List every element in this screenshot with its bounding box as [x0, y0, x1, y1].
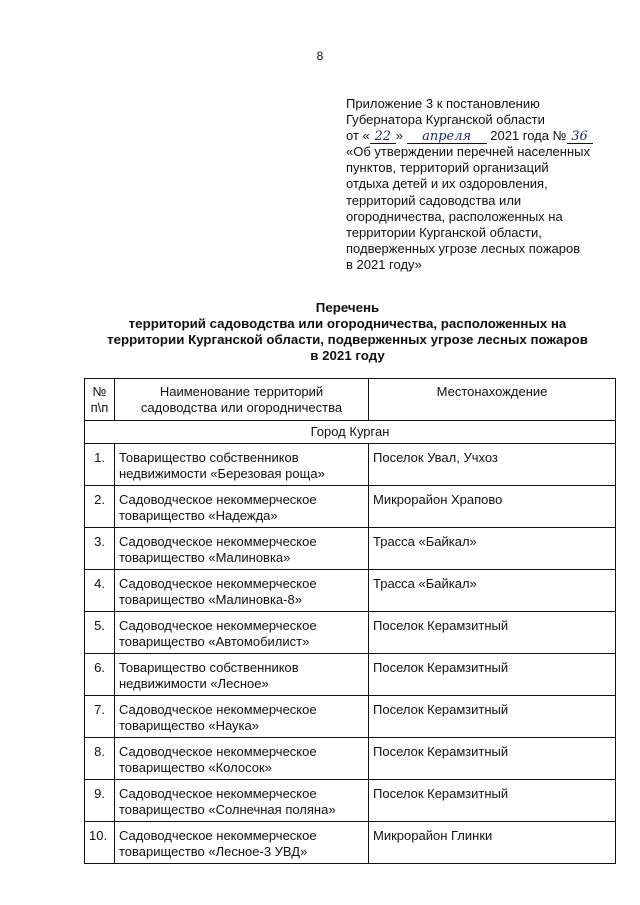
row-name: [115, 654, 369, 696]
row-name: [115, 528, 369, 570]
heading-line: территории Курганской области, подверженных угрозе лесных пожаров: [107, 332, 588, 347]
row-location: Микрорайон Глинки: [369, 822, 616, 864]
appendix-line: территорий садоводства или: [346, 192, 522, 208]
appendix-line: в 2021 году»: [346, 256, 422, 272]
header-location: Местонахождение: [369, 379, 616, 421]
header-name: [115, 379, 369, 421]
heading-line: территорий садоводства или огородничества, расположенных на: [128, 316, 567, 331]
appendix-line: пунктов, территорий организаций: [346, 160, 549, 176]
table-row: [85, 570, 616, 612]
row-name: [115, 696, 369, 738]
appendix-block: [346, 96, 636, 273]
table-row: [85, 780, 616, 822]
row-name: [115, 486, 369, 528]
row-name-line: Садоводческое некоммерческое: [119, 492, 317, 507]
table-row: [85, 444, 616, 486]
row-location: Микрорайон Храпово: [369, 486, 616, 528]
appendix-line: территории Курганской области,: [346, 224, 542, 240]
table-row: [85, 738, 616, 780]
table-row: [85, 612, 616, 654]
table-header-row: [85, 379, 616, 421]
territories-table: [84, 378, 616, 864]
header-name-line: садоводства или огородничества: [140, 400, 343, 415]
section-row: [85, 421, 616, 444]
appendix-date-line: [346, 128, 636, 144]
table-row: [85, 528, 616, 570]
row-number: 10.: [85, 822, 115, 864]
row-location: Поселок Увал, Учхоз: [369, 444, 616, 486]
document-heading: [80, 300, 615, 364]
row-name-line: товарищество «Малиновка»: [119, 550, 291, 565]
row-number: 3.: [85, 528, 115, 570]
appendix-line: отдыха детей и их оздоровления,: [346, 176, 548, 192]
row-name-line: Товарищество собственников: [119, 450, 299, 465]
table-row: [85, 654, 616, 696]
header-name-line: Наименование территорий: [159, 384, 324, 399]
row-location: Поселок Керамзитный: [369, 654, 616, 696]
header-num-line: №: [92, 384, 107, 399]
table-row: [85, 822, 616, 864]
row-name-line: Садоводческое некоммерческое: [119, 576, 317, 591]
table-row: [85, 486, 616, 528]
row-number: 2.: [85, 486, 115, 528]
row-number: 8.: [85, 738, 115, 780]
row-name-line: товарищество «Автомобилист»: [119, 634, 310, 649]
row-name: [115, 738, 369, 780]
handwritten-number: 36: [567, 130, 593, 144]
row-name: [115, 612, 369, 654]
row-name-line: недвижимости «Лесное»: [119, 676, 269, 691]
row-name-line: товарищество «Лесное-3 УВД»: [119, 844, 308, 859]
row-name-line: Садоводческое некоммерческое: [119, 744, 317, 759]
row-name-line: товарищество «Колосок»: [119, 760, 272, 775]
row-location: Поселок Керамзитный: [369, 738, 616, 780]
appendix-line: Губернатора Курганской области: [346, 112, 545, 128]
row-name-line: товарищество «Надежда»: [119, 508, 278, 523]
header-num-line: п\п: [90, 400, 109, 415]
date-year: 2021 года №: [490, 128, 567, 144]
row-location: Трасса «Байкал»: [369, 570, 616, 612]
row-location: Поселок Керамзитный: [369, 696, 616, 738]
date-mid: »: [395, 128, 403, 144]
row-name: [115, 822, 369, 864]
appendix-line: огородничества, расположенных на: [346, 208, 563, 224]
row-name-line: Садоводческое некоммерческое: [119, 828, 317, 843]
row-name-line: недвижимости «Березовая роща»: [119, 466, 325, 481]
row-name-line: товарищество «Наука»: [119, 718, 259, 733]
row-name-line: Садоводческое некоммерческое: [119, 534, 317, 549]
row-name: [115, 780, 369, 822]
heading-title: Перечень: [315, 300, 380, 315]
row-number: 9.: [85, 780, 115, 822]
handwritten-day: 22: [370, 130, 396, 144]
row-name-line: Садоводческое некоммерческое: [119, 618, 317, 633]
row-number: 5.: [85, 612, 115, 654]
page-number: 8: [316, 49, 324, 63]
date-prefix: от «: [346, 128, 370, 144]
row-number: 6.: [85, 654, 115, 696]
row-number: 1.: [85, 444, 115, 486]
row-name-line: товарищество «Солнечная поляна»: [119, 802, 336, 817]
appendix-line: Приложение 3 к постановлению: [346, 96, 540, 111]
appendix-line: «Об утверждении перечней населенных: [346, 144, 590, 160]
row-name-line: товарищество «Малиновка-8»: [119, 592, 302, 607]
row-location: Трасса «Байкал»: [369, 528, 616, 570]
row-name: [115, 444, 369, 486]
row-name-line: Садоводческое некоммерческое: [119, 702, 317, 717]
header-num: [85, 379, 115, 421]
row-location: Поселок Керамзитный: [369, 612, 616, 654]
heading-line: в 2021 году: [310, 348, 385, 363]
row-location: Поселок Керамзитный: [369, 780, 616, 822]
row-number: 4.: [85, 570, 115, 612]
row-number: 7.: [85, 696, 115, 738]
section-title: Город Курган: [85, 421, 616, 444]
handwritten-month: апреля: [407, 130, 487, 144]
appendix-line: подверженных угрозе лесных пожаров: [346, 240, 581, 256]
row-name: [115, 570, 369, 612]
table-row: [85, 696, 616, 738]
row-name-line: Товарищество собственников: [119, 660, 299, 675]
row-name-line: Садоводческое некоммерческое: [119, 786, 317, 801]
